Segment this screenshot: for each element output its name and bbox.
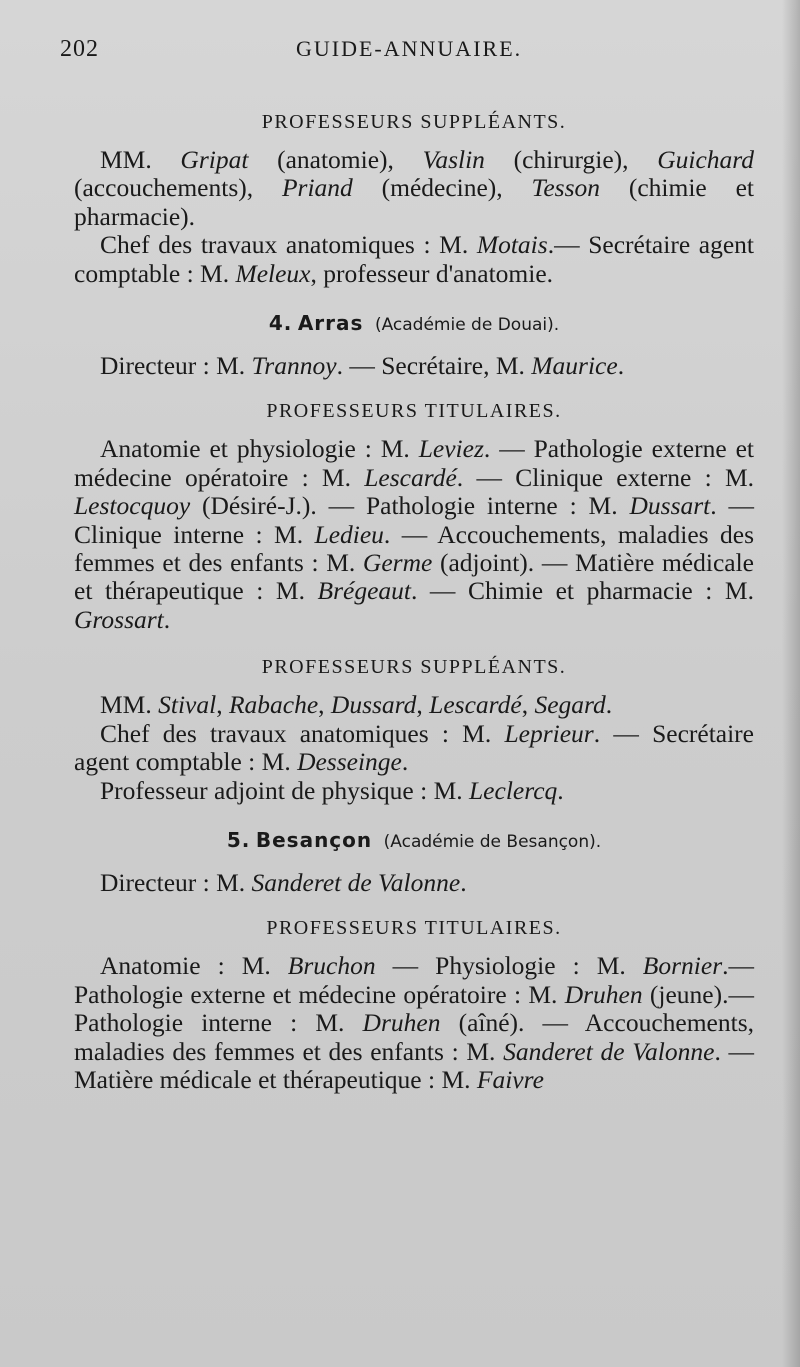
text-run: — Physiologie : M. xyxy=(375,951,643,981)
text-run: . — Clinique interne : M. xyxy=(74,491,755,549)
text-run: .— Secrétaire agent comptable : M. xyxy=(74,230,754,288)
person-name: Sanderet de Valonne xyxy=(503,1036,715,1066)
text-run: . xyxy=(617,351,625,381)
person-name: Lescardé xyxy=(429,690,522,720)
text-run: (anatomie), xyxy=(248,145,423,174)
text-run: (Désiré-J.). — Pathologie interne : M. xyxy=(190,491,630,521)
person-name: Bornier xyxy=(642,951,723,981)
person-name: Dussart xyxy=(629,491,711,521)
person-name: Bruchon xyxy=(287,951,376,981)
person-name: Faivre xyxy=(476,1064,544,1094)
text-run: . xyxy=(557,775,564,805)
text-run: Anatomie et physiologie : M. xyxy=(100,434,419,464)
text-run: (chirurgie), xyxy=(484,145,658,174)
person-name: Meleux xyxy=(235,258,311,288)
institution-number: 5. xyxy=(226,827,251,852)
text-run: , xyxy=(416,690,430,720)
paragraph xyxy=(74,777,754,805)
text-run: . — Pathologie externe et médecine opératoire : M. xyxy=(74,434,754,492)
text-run: Chef des travaux anatomiques : M. xyxy=(100,230,477,260)
text-run: Anatomie : M. xyxy=(100,951,288,981)
institution-academy: (Académie de Douai). xyxy=(374,315,560,336)
institution-heading-besancon xyxy=(74,827,754,853)
text-run: Professeur adjoint de physique : M. xyxy=(100,775,469,805)
text-run: .— Pathologie externe et médecine opératoire : M. xyxy=(74,951,754,1009)
institution-city: Besançon xyxy=(255,827,373,852)
person-name: Sanderet de Valonne xyxy=(251,867,461,897)
section-heading-suppleants-arras: PROFESSEURS SUPPLÉANTS. xyxy=(261,656,567,679)
text-run: MM. xyxy=(100,690,159,720)
text-run: Directeur : M. xyxy=(100,867,252,897)
person-name: Desseinge xyxy=(297,747,402,777)
paragraph xyxy=(74,146,754,231)
text-run: (chimie et pharmacie). xyxy=(74,173,754,231)
institution-city: Arras xyxy=(297,311,364,336)
person-name: Lescardé xyxy=(364,462,457,492)
paragraph xyxy=(74,352,754,380)
person-name: Segard xyxy=(534,690,606,720)
text-run: , xyxy=(318,690,331,720)
text-run: (adjoint). — Matière médicale et thérapeutique : M. xyxy=(74,548,754,606)
paragraph xyxy=(74,691,754,719)
text-run: . — Secrétaire, M. xyxy=(336,351,532,381)
text-run: . — Accouchements, maladies des femmes et des enfants : M. xyxy=(74,519,754,578)
person-name: Vaslin xyxy=(422,145,485,174)
text-run: . — Secrétaire agent comptable : M. xyxy=(74,718,754,777)
person-name: Priand xyxy=(281,173,353,203)
text-run: MM. xyxy=(100,145,181,174)
person-name: Guichard xyxy=(657,145,754,174)
page-number: 202 xyxy=(60,36,99,62)
person-name: Grossart xyxy=(74,604,164,634)
person-name: Leviez xyxy=(418,434,484,464)
page-edge-shadow xyxy=(782,0,800,1367)
text-run: (aîné). — Accouchements, maladies des femmes et des enfants : M. xyxy=(74,1008,754,1066)
text-run: Directeur : M. xyxy=(100,351,252,381)
text-run: (médecine), xyxy=(352,173,532,203)
person-name: Druhen xyxy=(362,1008,441,1038)
text-run: , professeur d'anatomie. xyxy=(310,258,554,288)
running-title: GUIDE-ANNUAIRE. xyxy=(296,36,523,61)
text-run: . xyxy=(401,747,409,777)
section-heading-suppleants-1: PROFESSEURS SUPPLÉANTS. xyxy=(261,111,567,133)
paragraph xyxy=(74,869,754,897)
text-run: . xyxy=(605,690,613,720)
text-run: . xyxy=(460,867,467,897)
person-name: Dussard xyxy=(330,690,417,720)
person-name: Brégeaut xyxy=(317,576,411,606)
paragraph xyxy=(74,720,754,777)
person-name: Druhen xyxy=(564,979,643,1009)
paragraph xyxy=(74,952,754,1094)
person-name: Motais xyxy=(476,230,548,260)
institution-academy: (Académie de Besançon). xyxy=(383,831,602,852)
running-head xyxy=(60,36,754,63)
text-run: . — Matière médicale et thérapeutique : M. xyxy=(74,1036,755,1094)
text-run: , xyxy=(521,690,535,720)
text-run: . — Clinique externe : M. xyxy=(456,462,754,492)
person-name: Rabache xyxy=(228,690,319,720)
institution-heading-arras xyxy=(74,310,754,336)
person-name: Leprieur xyxy=(504,718,594,748)
person-name: Germe xyxy=(362,548,433,578)
text-run: . — Chimie et pharmacie : M. xyxy=(411,576,754,606)
person-name: Maurice xyxy=(531,351,618,381)
text-run: . xyxy=(163,604,171,634)
person-name: Stival xyxy=(158,690,217,720)
text-run: , xyxy=(216,690,229,720)
text-run: (jeune).— Pathologie interne : M. xyxy=(74,979,754,1038)
person-name: Trannoy xyxy=(251,351,337,381)
person-name: Ledieu xyxy=(314,519,384,549)
person-name: Lestocquoy xyxy=(74,491,191,521)
person-name: Leclercq xyxy=(469,775,558,805)
paragraph xyxy=(74,435,754,634)
text-run: Chef des travaux anatomiques : M. xyxy=(100,718,505,748)
section-heading-titulaires-besancon: PROFESSEURS TITULAIRES. xyxy=(266,917,562,940)
text-run: (accouchements), xyxy=(74,173,282,203)
institution-number: 4. xyxy=(268,311,293,336)
person-name: Gripat xyxy=(180,145,249,174)
section-heading-titulaires-arras: PROFESSEURS TITULAIRES. xyxy=(266,400,562,423)
paragraph xyxy=(74,231,754,288)
person-name: Tesson xyxy=(531,173,601,203)
